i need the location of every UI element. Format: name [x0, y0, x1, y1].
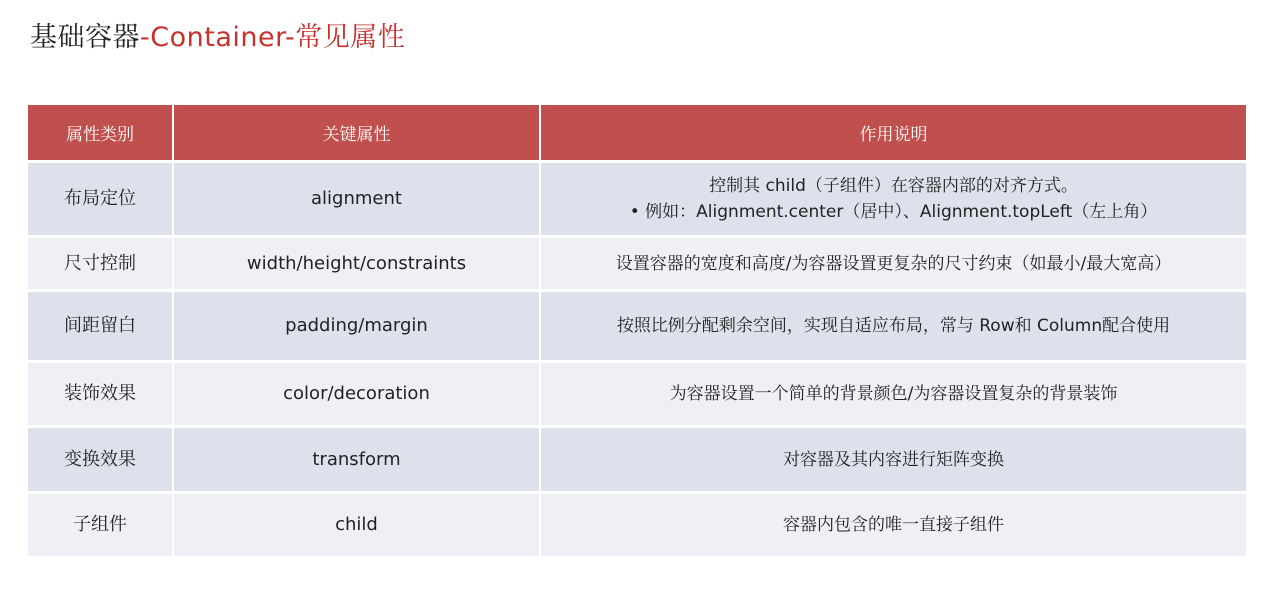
category-cell: 变换效果 — [28, 427, 173, 493]
table-row — [28, 493, 1246, 557]
description-line: 设置容器的宽度和高度/为容器设置更复杂的尺寸约束（如最小/最大宽高） — [615, 253, 1172, 274]
page-title — [30, 20, 405, 56]
description-line: 按照比例分配剩余空间，实现自适应布局，常与 Row和 Column配合使用 — [616, 316, 1171, 336]
description-cell — [540, 362, 1246, 427]
property-cell: transform — [173, 427, 540, 493]
description-cell — [540, 162, 1246, 237]
description-cell — [540, 291, 1246, 362]
property-cell: width/height/constraints — [173, 237, 540, 291]
table-row — [28, 162, 1246, 237]
description-line: 为容器设置一个简单的背景颜色/为容器设置复杂的背景装饰 — [669, 384, 1118, 404]
page-title-highlight: -Container-常见属性 — [140, 22, 406, 53]
table-row — [28, 237, 1246, 291]
description-cell — [540, 237, 1246, 291]
category-cell: 尺寸控制 — [28, 237, 173, 291]
page-title-prefix: 基础容器 — [30, 22, 140, 53]
header-category: 属性类别 — [28, 105, 173, 162]
header-key-property: 关键属性 — [173, 105, 540, 162]
category-cell: 间距留白 — [28, 291, 173, 362]
table-header-row — [28, 105, 1246, 162]
description-cell — [540, 493, 1246, 557]
property-cell: padding/margin — [173, 291, 540, 362]
header-description: 作用说明 — [540, 105, 1246, 162]
category-cell: 装饰效果 — [28, 362, 173, 427]
description-line: 容器内包含的唯一直接子组件 — [783, 515, 1004, 535]
table-row — [28, 362, 1246, 427]
category-cell: 子组件 — [28, 493, 173, 557]
description-line: 控制其 child（子组件）在容器内部的对齐方式。 — [709, 176, 1078, 196]
property-cell: alignment — [173, 162, 540, 237]
table-row — [28, 291, 1246, 362]
description-line: 对容器及其内容进行矩阵变换 — [783, 449, 1004, 470]
category-cell: 布局定位 — [28, 162, 173, 237]
property-cell: child — [173, 493, 540, 557]
properties-table — [28, 105, 1246, 556]
description-line: • 例如：Alignment.center（居中）、Alignment.topLeft（左上角） — [629, 202, 1158, 222]
property-cell: color/decoration — [173, 362, 540, 427]
description-cell — [540, 427, 1246, 493]
table-row — [28, 427, 1246, 493]
